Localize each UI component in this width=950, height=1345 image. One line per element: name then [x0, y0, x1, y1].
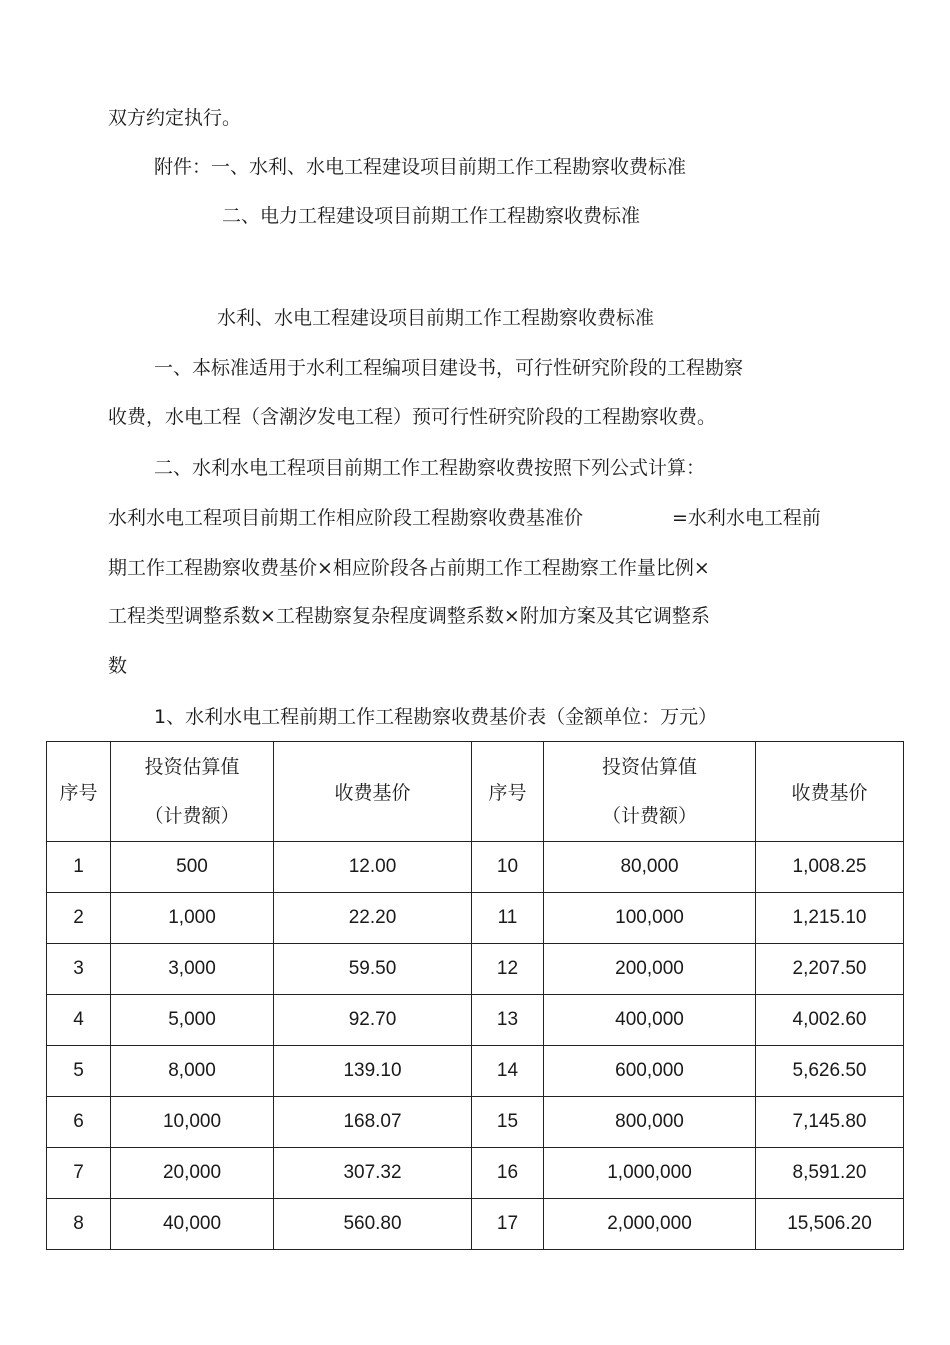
- table-cell: 2,207.50: [756, 944, 904, 995]
- header-fee-right: 收费基价: [756, 742, 904, 842]
- clause-1-line-2: 收费，水电工程（含潮汐发电工程）预可行性研究阶段的工程勘察收费。: [108, 406, 717, 428]
- text-line-agreement: 双方约定执行。: [108, 107, 242, 129]
- table-row: [47, 1199, 904, 1250]
- table-cell: 100,000: [544, 893, 756, 944]
- formula-line-4: 数: [108, 655, 128, 677]
- table-row: [47, 944, 904, 995]
- table-cell: 12: [472, 944, 544, 995]
- table-cell: 5,626.50: [756, 1046, 904, 1097]
- header-invest-left-l1: 投资估算值: [144, 756, 240, 778]
- attachment-line-1: 附件：一、水利、水电工程建设项目前期工作工程勘察收费标准: [154, 156, 687, 178]
- header-fee-left: 收费基价: [274, 742, 472, 842]
- table-cell: 8,591.20: [756, 1148, 904, 1199]
- table-cell: 7,145.80: [756, 1097, 904, 1148]
- header-invest-left: [111, 742, 274, 842]
- formula-line-1a: 水利水电工程项目前期工作相应阶段工程勘察收费基准价: [108, 507, 584, 529]
- table-cell: 560.80: [274, 1199, 472, 1250]
- table-header-row: [47, 742, 904, 842]
- table-cell: 22.20: [274, 893, 472, 944]
- table-cell: 307.32: [274, 1148, 472, 1199]
- table-row: [47, 842, 904, 893]
- table-cell: 20,000: [111, 1148, 274, 1199]
- table-cell: 12.00: [274, 842, 472, 893]
- table-cell: 168.07: [274, 1097, 472, 1148]
- table-cell: 15,506.20: [756, 1199, 904, 1250]
- table-cell: 14: [472, 1046, 544, 1097]
- table-cell: 7: [47, 1148, 111, 1199]
- header-invest-right-l2: （计费额）: [601, 805, 697, 827]
- table-cell: 1: [47, 842, 111, 893]
- table-cell: 600,000: [544, 1046, 756, 1097]
- section-title: 水利、水电工程建设项目前期工作工程勘察收费标准: [217, 307, 655, 329]
- formula-line-2: 期工作工程勘察收费基价×相应阶段各占前期工作工程勘察工作量比例×: [108, 557, 710, 579]
- table-cell: 6: [47, 1097, 111, 1148]
- table-cell: 5,000: [111, 995, 274, 1046]
- table-cell: 3,000: [111, 944, 274, 995]
- header-seq-right: 序号: [472, 742, 544, 842]
- table-cell: 800,000: [544, 1097, 756, 1148]
- clause-1-line-1: 一、本标准适用于水利工程编项目建设书，可行性研究阶段的工程勘察: [154, 357, 744, 379]
- table-cell: 8: [47, 1199, 111, 1250]
- table-cell: 1,000: [111, 893, 274, 944]
- formula-line-1b: =水利水电工程前: [672, 507, 821, 529]
- table-cell: 200,000: [544, 944, 756, 995]
- attachment-line-2: 二、电力工程建设项目前期工作工程勘察收费标准: [222, 205, 641, 227]
- table-cell: 40,000: [111, 1199, 274, 1250]
- table-cell: 2,000,000: [544, 1199, 756, 1250]
- header-seq-left: 序号: [47, 742, 111, 842]
- table-cell: 13: [472, 995, 544, 1046]
- table-cell: 11: [472, 893, 544, 944]
- table-cell: 59.50: [274, 944, 472, 995]
- table-cell: 16: [472, 1148, 544, 1199]
- table-row: [47, 1046, 904, 1097]
- table-cell: 400,000: [544, 995, 756, 1046]
- clause-2-line: 二、水利水电工程项目前期工作工程勘察收费按照下列公式计算：: [154, 457, 706, 479]
- table-cell: 80,000: [544, 842, 756, 893]
- table-cell: 1,008.25: [756, 842, 904, 893]
- table-cell: 8,000: [111, 1046, 274, 1097]
- table-cell: 17: [472, 1199, 544, 1250]
- table-cell: 139.10: [274, 1046, 472, 1097]
- formula-line-3: 工程类型调整系数×工程勘察复杂程度调整系数×附加方案及其它调整系: [108, 605, 710, 627]
- table-cell: 2: [47, 893, 111, 944]
- table-cell: 500: [111, 842, 274, 893]
- table-row: [47, 1148, 904, 1199]
- table-cell: 1,215.10: [756, 893, 904, 944]
- table-row: [47, 1097, 904, 1148]
- table-cell: 10: [472, 842, 544, 893]
- table-cell: 10,000: [111, 1097, 274, 1148]
- header-invest-right-l1: 投资估算值: [601, 756, 697, 778]
- table-cell: 15: [472, 1097, 544, 1148]
- table-cell: 4,002.60: [756, 995, 904, 1046]
- table-cell: 92.70: [274, 995, 472, 1046]
- table-cell: 5: [47, 1046, 111, 1097]
- header-invest-right: [544, 742, 756, 842]
- table-cell: 3: [47, 944, 111, 995]
- header-invest-left-l2: （计费额）: [144, 805, 240, 827]
- table-cell: 4: [47, 995, 111, 1046]
- table-row: [47, 893, 904, 944]
- fee-table: [46, 741, 904, 1250]
- table-caption: 1、水利水电工程前期工作工程勘察收费基价表（金额单位：万元）: [154, 706, 718, 728]
- table-row: [47, 995, 904, 1046]
- table-cell: 1,000,000: [544, 1148, 756, 1199]
